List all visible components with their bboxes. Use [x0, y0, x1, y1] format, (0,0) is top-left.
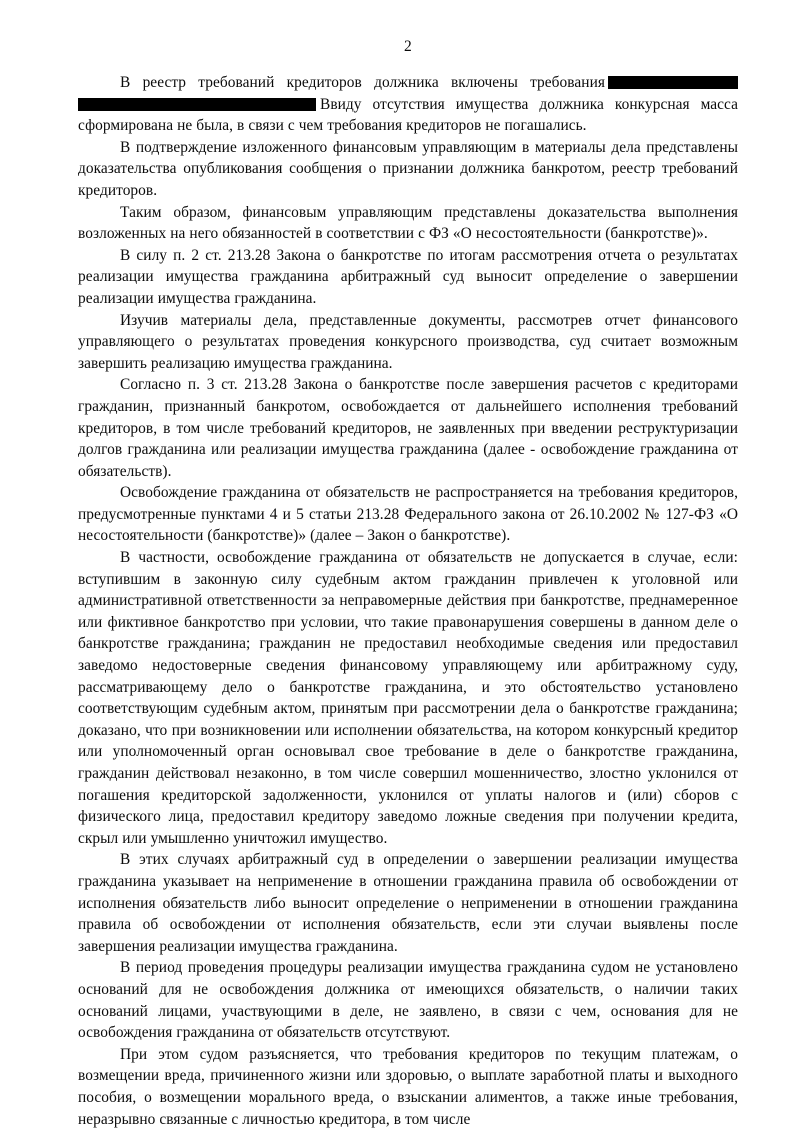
paragraph-10: В период проведения процедуры реализации имущества гражданина судом не установлено оснований для не освобождения должника от имеющихся обязательств, о наличии таких оснований лицами, участвующими в деле, не заявлено, в связи с чем, основания для не освобождения гражданина от обязательств отсутствуют.	[78, 959, 738, 1042]
paragraph-6: Согласно п. 3 ст. 213.28 Закона о банкротстве после завершения расчетов с кредиторами гражданин, признанный банкротом, освобождается от дальнейшего исполнения требований кредиторов, в том числе требований кредиторов, не заявленных при введении реструктуризации долгов гражданина или реализации имущества гражданина (далее - освобождение гражданина от обязательств).	[78, 376, 738, 480]
paragraph-1-part-2: Ввиду отсутствия имущества должника конкурсная масса сформирована не была, в связи с чем требования кредиторов не погашались.	[78, 95, 738, 135]
paragraph-1	[78, 72, 738, 137]
paragraph-11: При этом судом разъясняется, что требования кредиторов по текущим платежам, о возмещении вреда, причиненного жизни или здоровью, о выплате заработной платы и выходного пособия, о возмещении морального вреда, о взыскании алиментов, а также иные требования, неразрывно связанные с личностью кредитора, в том числе	[78, 1045, 738, 1128]
paragraph-2: В подтверждение изложенного финансовым управляющим в материалы дела представлены доказательства опубликования сообщения о признании должника банкротом, реестр требований кредиторов.	[78, 138, 738, 199]
paragraph-1-part-1: В реестр требований кредиторов должника включены требования	[120, 74, 605, 91]
paragraph-5: Изучив материалы дела, представленные документы, рассмотрев отчет финансового управляющего о результатах проведения конкурсного производства, суд считает возможным завершить реализацию имущества гражданина.	[78, 311, 738, 372]
creditor-name-redaction-2	[78, 98, 316, 111]
paragraph-9: В этих случаях арбитражный суд в определении о завершении реализации имущества гражданина указывает на неприменение в отношении гражданина правила об освобождении от исполнения обязательств либо выносит определение о неприменении в отношении гражданина правила об освобождении от исполнения обязательств, если эти случаи выявлены после завершения реализации имущества гражданина.	[78, 851, 738, 955]
paragraph-7: Освобождение гражданина от обязательств не распространяется на требования кредиторов, предусмотренные пунктами 4 и 5 статьи 213.28 Федерального закона от 26.10.2002 № 127-ФЗ «О несостоятельности (банкротстве)» (далее – Закон о банкротстве).	[78, 484, 738, 545]
page-number: 2	[404, 38, 412, 55]
paragraph-3: Таким образом, финансовым управляющим представлены доказательства выполнения возложенных на него обязанностей в соответствии с ФЗ «О несостоятельности (банкротстве)».	[78, 203, 738, 243]
document-body	[78, 72, 738, 1130]
paragraph-4: В силу п. 2 ст. 213.28 Закона о банкротстве по итогам рассмотрения отчета о результатах реализации имущества гражданина арбитражный суд выносит определение о завершении реализации имущества гражданина.	[78, 246, 738, 307]
paragraph-8: В частности, освобождение гражданина от обязательств не допускается в случае, если: вступившим в законную силу судебным актом гражданин привлечен к уголовной или административной ответственности за неправомерные действия при банкротстве, преднамеренное или фиктивное банкротство при условии, что такие правонарушения совершены в данном деле о банкротстве гражданина; гражданин не предоставил необходимые сведения или предоставил заведомо недостоверные сведения финансовому управляющему или арбитражному суду, рассматривающему дело о банкротстве гражданина, и это обстоятельство установлено соответствующим судебным актом, принятым при рассмотрении дела о банкротстве гражданина; доказано, что при возникновении или исполнении обязательства, на котором конкурсный кредитор или уполномоченный орган основывал свое требование в деле о банкротстве гражданина, гражданин действовал незаконно, в том числе совершил мошенничество, злостно уклонился от погашения кредиторской задолженности, уклонился от уплаты налогов и (или) сборов с физического лица, предоставил кредитору заведомо ложные сведения при получении кредита, скрыл или умышленно уничтожил имущество.	[78, 549, 738, 847]
creditor-name-redaction-1	[608, 76, 738, 89]
